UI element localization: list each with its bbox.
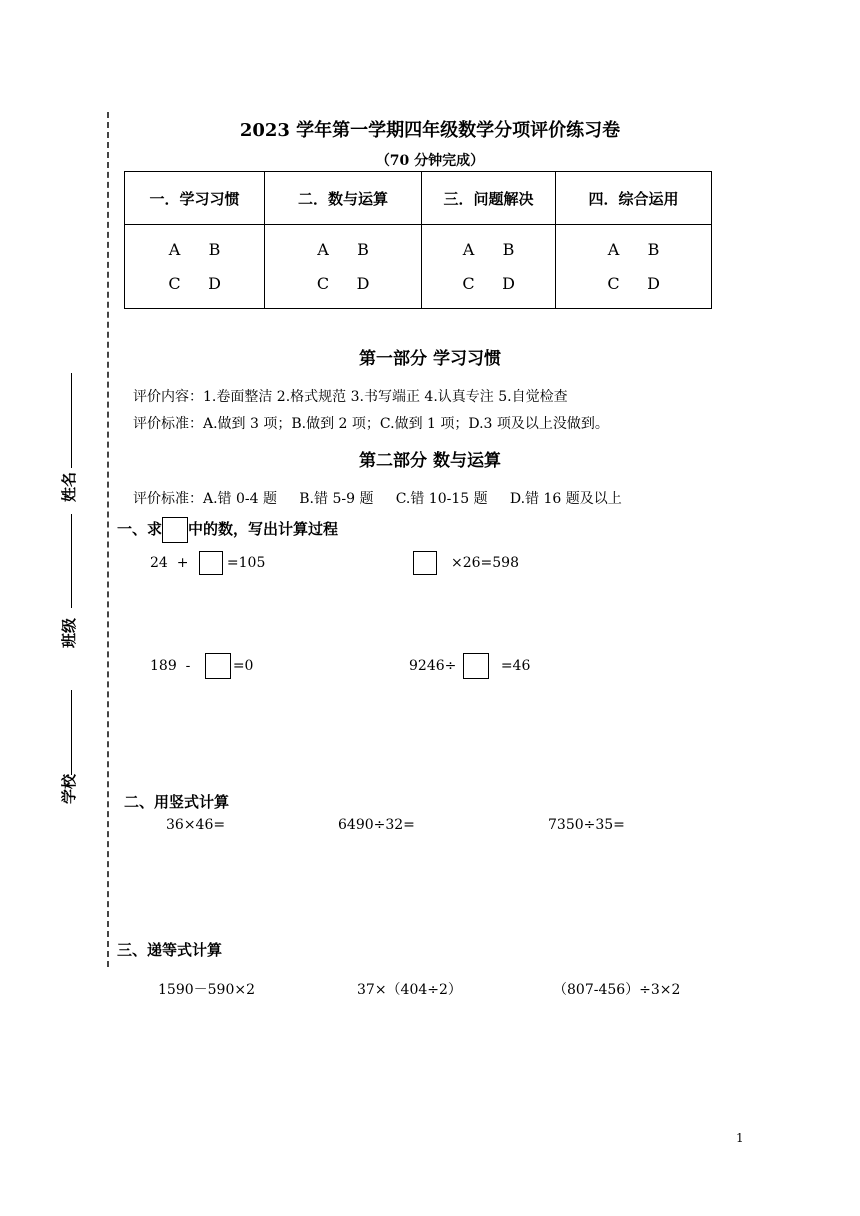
grade-cell-problem-solving[interactable]	[422, 225, 556, 309]
class-label: 班级	[60, 617, 79, 649]
grade-cell-habits[interactable]	[125, 225, 265, 309]
q1-expr-3: 189 - =0	[150, 653, 253, 679]
q2-item-2: 6490÷32=	[338, 817, 415, 833]
answer-box[interactable]	[199, 551, 223, 575]
grade-a: A	[317, 239, 329, 259]
answer-box[interactable]	[413, 551, 437, 575]
grade-c: C	[462, 273, 475, 293]
q3-item-1: 1590－590×2	[158, 982, 255, 998]
q3-item-2: 37×（404÷2）	[357, 982, 462, 998]
grade-b: B	[208, 239, 221, 259]
q3-item-3: （807-456）÷3×2	[553, 982, 681, 998]
q1-heading	[117, 517, 338, 543]
part2-title: 第二部分 数与运算	[359, 451, 501, 471]
grade-col-problem-solving: 三．问题解决	[422, 172, 556, 225]
grade-b: B	[647, 239, 660, 259]
q2-item-3: 7350÷35=	[548, 817, 625, 833]
school-underline	[71, 690, 72, 775]
grade-d: D	[647, 273, 660, 293]
grade-b: B	[357, 239, 369, 259]
grade-col-comprehensive: 四．综合运用	[556, 172, 712, 225]
q2-heading: 二、用竖式计算	[124, 793, 230, 811]
q3-heading: 三、递等式计算	[117, 941, 223, 959]
page-number: 1	[736, 1131, 744, 1145]
grade-col-habits: 一．学习习惯	[125, 172, 265, 225]
grade-col-numbers: 二．数与运算	[265, 172, 422, 225]
part2-standard: 评价标准：A.错 0-4 题 B.错 5-9 题 C.错 10-15 题 D.错 16 题及以上	[133, 491, 622, 507]
answer-box[interactable]	[463, 653, 489, 679]
grade-a: A	[462, 239, 475, 259]
grade-cell-comprehensive[interactable]	[556, 225, 712, 309]
grade-a: A	[607, 239, 620, 259]
part1-title: 第一部分 学习习惯	[359, 349, 501, 369]
grade-b: B	[502, 239, 515, 259]
class-underline	[71, 514, 72, 608]
grade-cell-numbers[interactable]	[265, 225, 422, 309]
school-label: 学校	[60, 773, 79, 805]
part1-standard: 评价标准：A.做到 3 项；B.做到 2 项；C.做到 1 项；D.3 项及以上没做到。	[133, 416, 609, 432]
part1-content: 评价内容：1.卷面整洁 2.格式规范 3.书写端正 4.认真专注 5.自觉检查	[133, 389, 568, 405]
name-underline	[71, 373, 72, 468]
q1-heading-prefix: 一、求	[117, 520, 163, 538]
q1-expr-1: 24 + =105	[150, 551, 265, 575]
grade-c: C	[607, 273, 620, 293]
q1-expr-4: 9246÷ =46	[409, 653, 530, 679]
q1-heading-box	[162, 517, 188, 543]
grade-table	[124, 171, 712, 309]
page-title: 2023 学年第一学期四年级数学分项评价练习卷	[239, 120, 621, 141]
q1-heading-suffix: 中的数，写出计算过程	[188, 520, 339, 538]
grade-d: D	[208, 273, 221, 293]
q2-item-1: 36×46=	[166, 817, 226, 833]
grade-d: D	[502, 273, 515, 293]
page-subtitle: （70 分钟完成）	[375, 153, 485, 169]
q1-expr-2: ×26=598	[413, 551, 519, 575]
name-label: 姓名	[60, 471, 79, 503]
grade-a: A	[168, 239, 181, 259]
binding-dashed-line	[107, 112, 109, 967]
answer-box[interactable]	[205, 653, 231, 679]
grade-c: C	[316, 273, 330, 293]
grade-d: D	[356, 273, 370, 293]
grade-c: C	[168, 273, 181, 293]
